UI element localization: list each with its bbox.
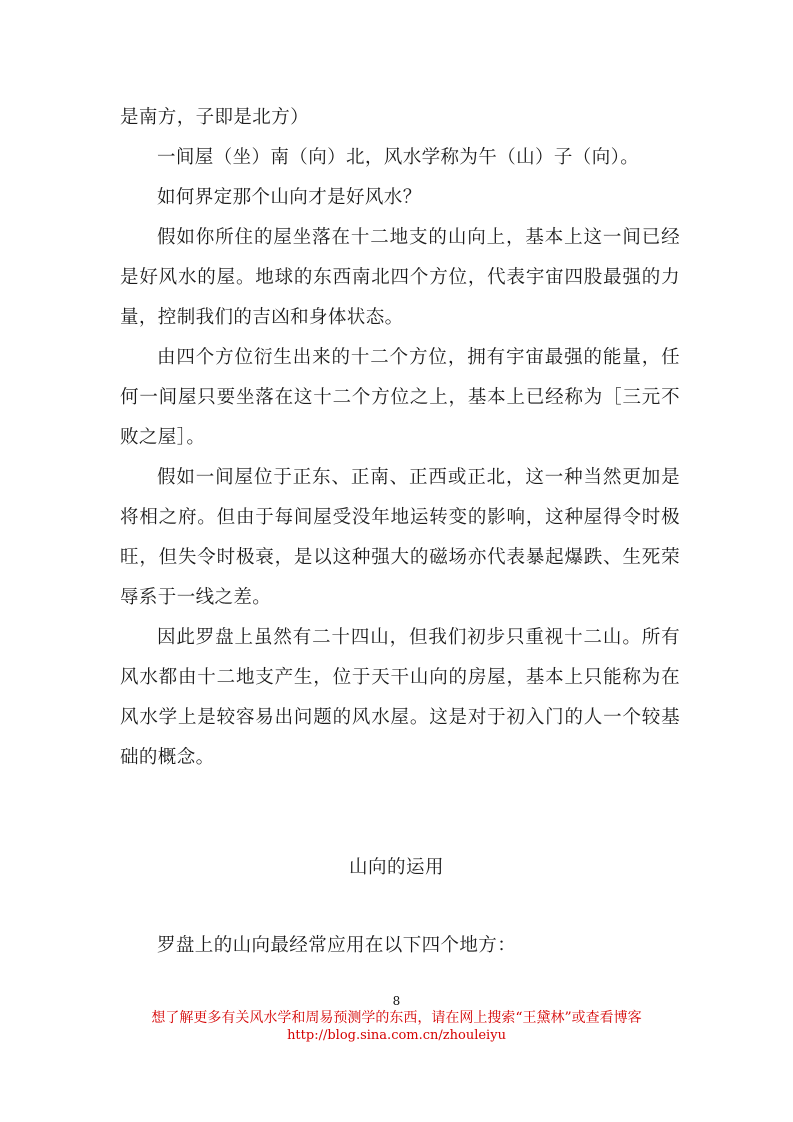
paragraph-continuation: 是南方，子即是北方） bbox=[120, 107, 310, 128]
paragraph-question: 如何界定那个山向才是好风水？ bbox=[157, 187, 422, 208]
paragraph-compass-summary: 因此罗盘上虽然有二十四山，但我们初步只重视十二山。所有风水都由十二地支产生，位于天干山向的房屋，基本上只能称为在风水学上是较容易出问题的风水屋。这是对于初入门的人一个较基础的概念。 bbox=[120, 627, 680, 768]
footer-promo-text: 想了解更多有关风水学和周易预测学的东西，请在网上搜索“王黛林”或查看博客 bbox=[151, 1010, 642, 1026]
paragraph-twelve-branches: 假如你所住的屋坐落在十二地支的山向上，基本上这一间已经是好风水的屋。地球的东西南北四个方位，代表宇宙四股最强的力量，控制我们的吉凶和身体状态。 bbox=[120, 227, 680, 328]
section-intro: 罗盘上的山向最经常应用在以下四个地方： bbox=[157, 935, 517, 956]
footer-blog-link[interactable]: http://blog.sina.com.cn/zhouleiyu bbox=[287, 1028, 506, 1043]
body-text bbox=[120, 98, 680, 778]
page-number: 8 bbox=[392, 994, 401, 1008]
paragraph-orientation-example: 一间屋（坐）南（向）北，风水学称为午（山）子（向）。 bbox=[157, 147, 640, 168]
paragraph-cardinal-directions: 假如一间屋位于正东、正南、正西或正北，这一种当然更加是将相之府。但由于每间屋受没年地运转变的影响，这种屋得令时极旺，但失令时极衰，是以这种强大的磁场亦代表暴起爆跌、生死荣辱系于一线之差。 bbox=[120, 467, 680, 608]
section-heading: 山向的运用 bbox=[348, 857, 444, 878]
paragraph-twelve-directions: 由四个方位衍生出来的十二个方位，拥有宇宙最强的能量，任何一间屋只要坐落在这十二个方位之上，基本上已经称为［三元不败之屋］。 bbox=[120, 347, 680, 448]
